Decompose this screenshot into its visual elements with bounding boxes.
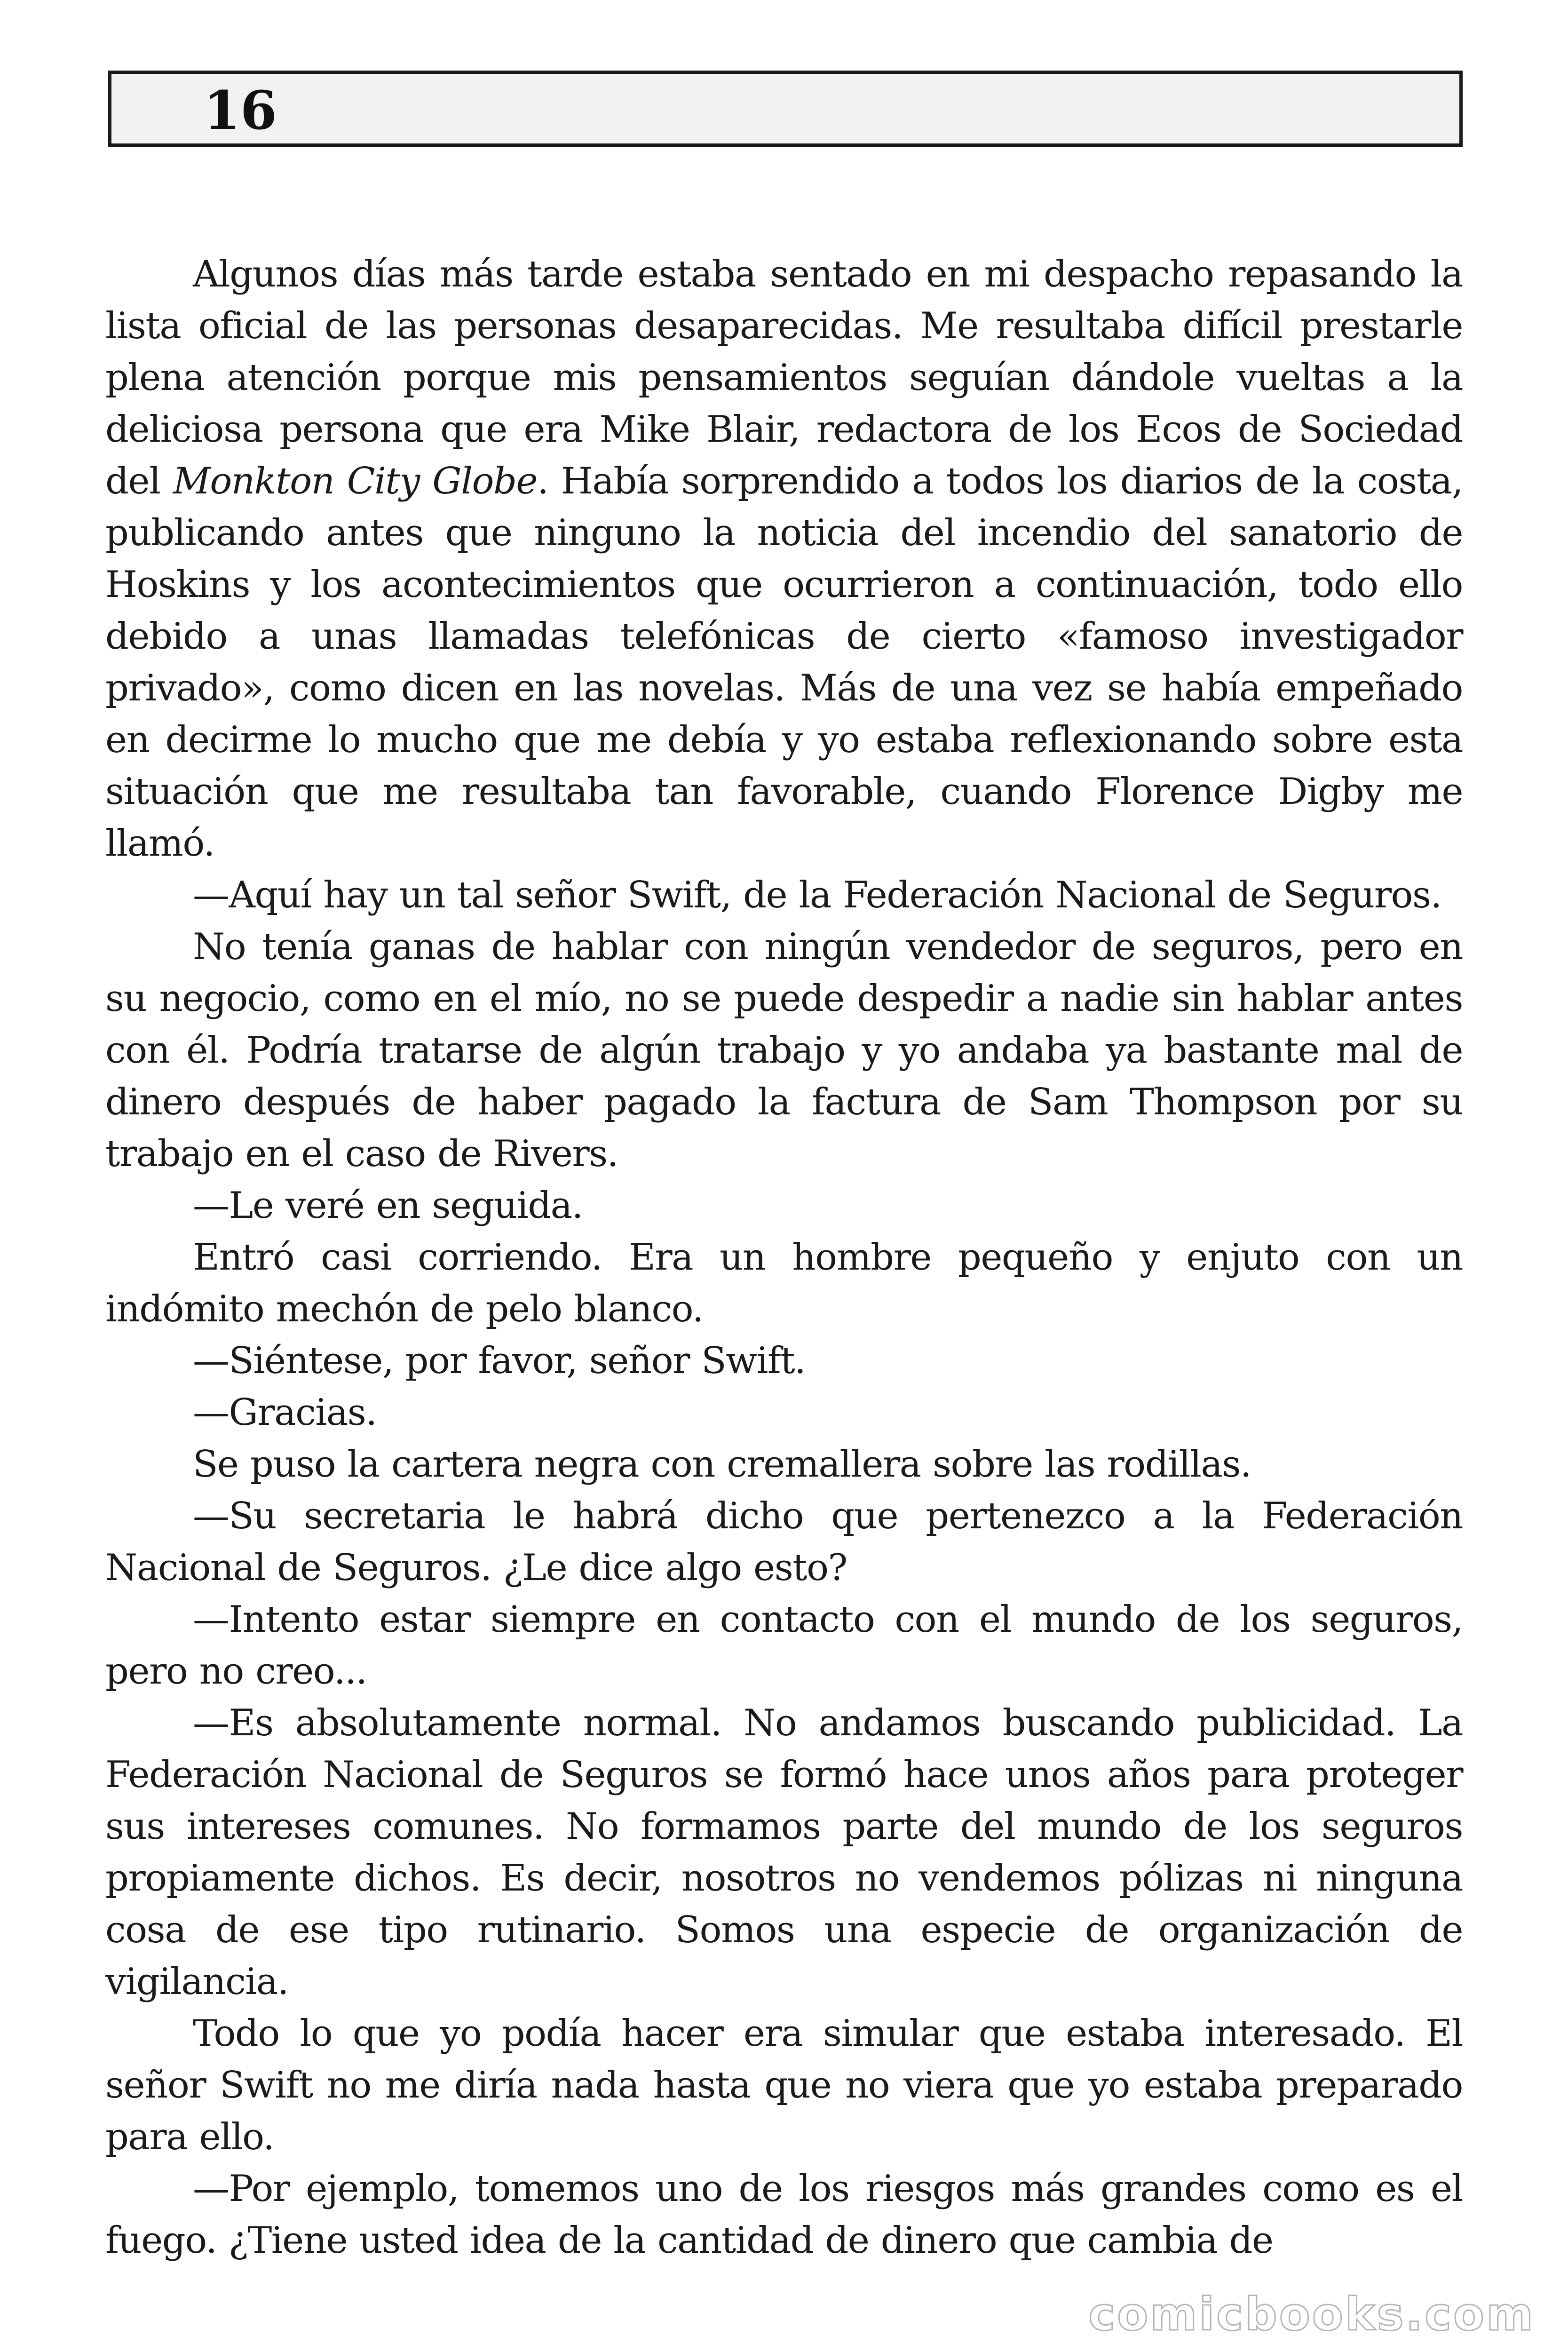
paragraph: Algunos días más tarde estaba sentado en mi despacho repasando la lista oficial de las personas desaparecidas. Me resultaba difícil prestarle plena atención porque mis pensamientos seguían dándole vueltas a la deliciosa persona que era Mike Blair, redactora de los Ecos de Sociedad del Monkton City Globe. Había sorprendido a todos los diarios de la costa, publicando antes que ninguno la noticia del incendio del sanatorio de Hoskins y los acontecimientos que ocurrieron a continuación, todo ello debido a unas llamadas telefónicas de cierto «famoso investigador privado», como dicen en las novelas. Más de una vez se había empeñado en decirme lo mucho que me debía y yo estaba reflexionando sobre esta situación que me resultaba tan favorable, cuando Florence Digby me llamó. bbox=[105, 253, 1463, 865]
paragraph: Se puso la cartera negra con cremallera sobre las rodillas. bbox=[193, 1443, 1251, 1486]
paragraph: —Por ejemplo, tomemos uno de los riesgos más grandes como es el fuego. ¿Tiene usted idea de la cantidad de dinero que cambia de bbox=[105, 2168, 1463, 2262]
page-body bbox=[105, 248, 1463, 2266]
paragraph: —Intento estar siempre en contacto con el mundo de los seguros, pero no creo... bbox=[105, 1598, 1463, 1692]
paragraph: No tenía ganas de hablar con ningún vendedor de seguros, pero en su negocio, como en el mío, no se puede despedir a nadie sin hablar antes con él. Podría tratarse de algún trabajo y yo andaba ya bastante mal de dinero después de haber pagado la factura de Sam Thompson por su trabajo en el caso de Rivers. bbox=[105, 926, 1463, 1175]
paragraph: —Aquí hay un tal señor Swift, de la Federación Nacional de Seguros. bbox=[193, 874, 1441, 916]
chapter-header bbox=[108, 71, 1463, 147]
paragraph: —Siéntese, por favor, señor Swift. bbox=[193, 1340, 806, 1382]
paragraph: —Le veré en seguida. bbox=[193, 1184, 583, 1227]
paragraph: —Gracias. bbox=[193, 1391, 377, 1434]
paragraph: —Es absolutamente normal. No andamos buscando publicidad. La Federación Nacional de Seguros se formó hace unos años para proteger sus intereses comunes. No formamos parte del mundo de los seguros propiamente dichos. Es decir, nosotros no vendemos pólizas ni ninguna cosa de ese tipo rutinario. Somos una especie de organización de vigilancia. bbox=[105, 1702, 1463, 2003]
watermark: comicbooks.com bbox=[1088, 2288, 1535, 2341]
paragraph: Todo lo que yo podía hacer era simular que estaba interesado. El señor Swift no me diría nada hasta que no viera que yo estaba preparado para ello. bbox=[105, 2012, 1463, 2158]
newspaper-title: Monkton City Globe bbox=[173, 460, 538, 502]
chapter-number: 16 bbox=[204, 80, 277, 142]
paragraph: —Su secretaria le habrá dicho que pertenezco a la Federación Nacional de Seguros. ¿Le dice algo esto? bbox=[105, 1495, 1463, 1589]
paragraph: Entró casi corriendo. Era un hombre pequeño y enjuto con un indómito mechón de pelo blanco. bbox=[105, 1236, 1463, 1330]
